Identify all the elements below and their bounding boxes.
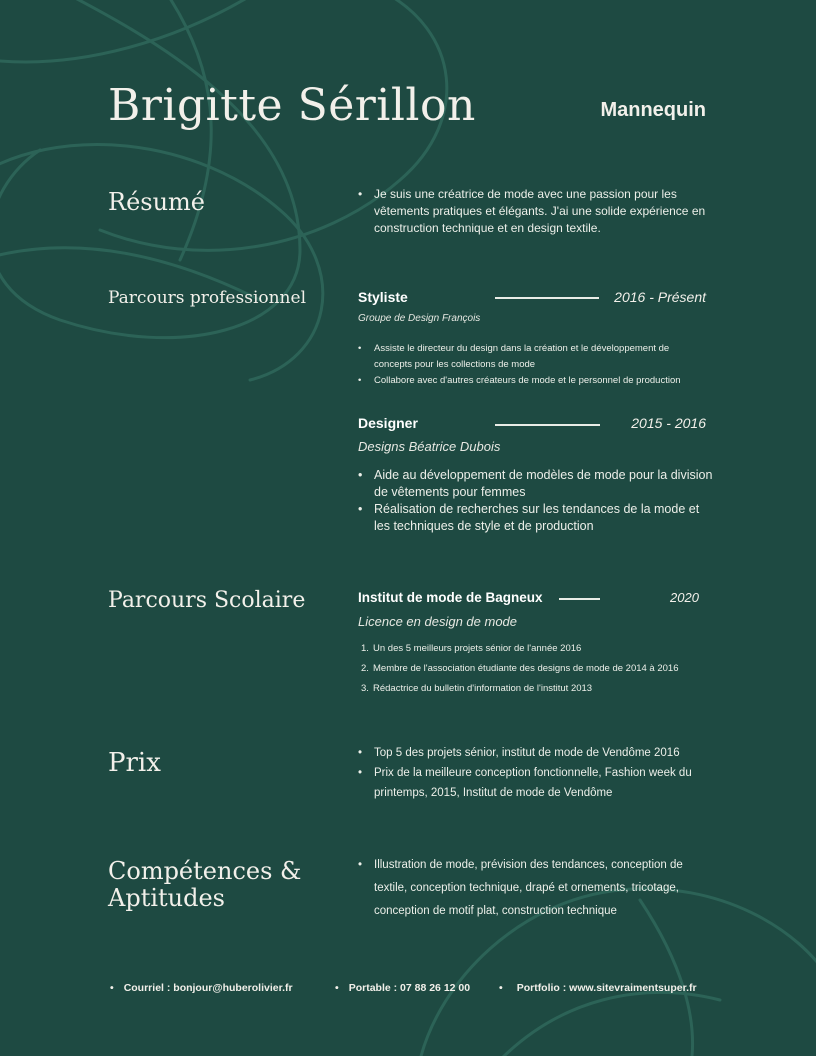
job-dates: 2016 - Présent	[614, 289, 706, 305]
degree-name: Licence en design de mode	[358, 614, 518, 629]
education-achievements	[361, 639, 711, 699]
divider-rule	[495, 297, 599, 299]
list-item: • Collabore avec d'autres créateurs de mode et le personnel de production	[358, 373, 703, 389]
candidate-name: Brigitte Sérillon	[108, 80, 476, 131]
resume-list	[358, 186, 710, 237]
divider-rule	[559, 598, 600, 600]
job-company: Designs Béatrice Dubois	[358, 439, 501, 454]
list-item: • Réalisation de recherches sur les tendances de la mode et les techniques de style et de production	[358, 501, 713, 535]
section-title-skills	[108, 858, 348, 912]
prizes-list	[358, 743, 708, 803]
list-item: • Assiste le directeur du design dans la création et le développement de concepts pour les collections de mode	[358, 341, 703, 373]
role-title: Mannequin	[600, 99, 706, 121]
section-title-skills-line2: Aptitudes	[108, 884, 225, 912]
job-bullets	[358, 341, 703, 389]
resume-text: • Je suis une créatrice de mode avec une passion pour les vêtements pratiques et élégants. J'ai une solide expérience en construction technique et en design textile.	[358, 186, 710, 237]
job-dates: 2015 - 2016	[631, 415, 706, 431]
section-title-resume: Résumé	[108, 188, 206, 216]
list-item: • Aide au développement de modèles de mode pour la division de vêtements pour femmes	[358, 467, 713, 501]
divider-rule	[495, 424, 600, 426]
job-title: Designer	[358, 415, 418, 431]
list-item: • Illustration de mode, prévision des tendances, conception de textile, conception technique, drapé et ornements, tricotage, conception de motif plat, construction technique	[358, 854, 710, 923]
job-company: Groupe de Design François	[358, 313, 481, 324]
skills-list	[358, 854, 710, 923]
list-item: • Prix de la meilleure conception fonctionnelle, Fashion week du printemps, 2015, Institut de mode de Vendôme	[358, 763, 708, 803]
footer-email: • Courriel : bonjour@huberolivier.fr	[110, 982, 293, 994]
footer-portfolio: • Portfolio : www.sitevraimentsuper.fr	[499, 982, 697, 994]
section-title-prizes: Prix	[108, 748, 161, 778]
footer-phone: • Portable : 07 88 26 12 00	[335, 982, 471, 994]
school-name: Institut de mode de Bagneux	[358, 590, 543, 605]
section-title-education: Parcours Scolaire	[108, 588, 306, 613]
list-item: • Top 5 des projets sénior, institut de mode de Vendôme 2016	[358, 743, 708, 763]
job-bullets	[358, 467, 713, 535]
section-title-professional: Parcours professionnel	[108, 288, 307, 308]
job-title: Styliste	[358, 289, 408, 305]
list-item: 2. Membre de l'association étudiante des designs de mode de 2014 à 2016	[361, 663, 679, 674]
section-title-skills-line1: Compétences &	[108, 857, 302, 885]
list-item: 3. Rédactrice du bulletin d'information de l'institut 2013	[361, 683, 593, 694]
list-item: 1. Un des 5 meilleurs projets sénior de l'année 2016	[361, 643, 582, 654]
education-year: 2020	[670, 590, 699, 605]
